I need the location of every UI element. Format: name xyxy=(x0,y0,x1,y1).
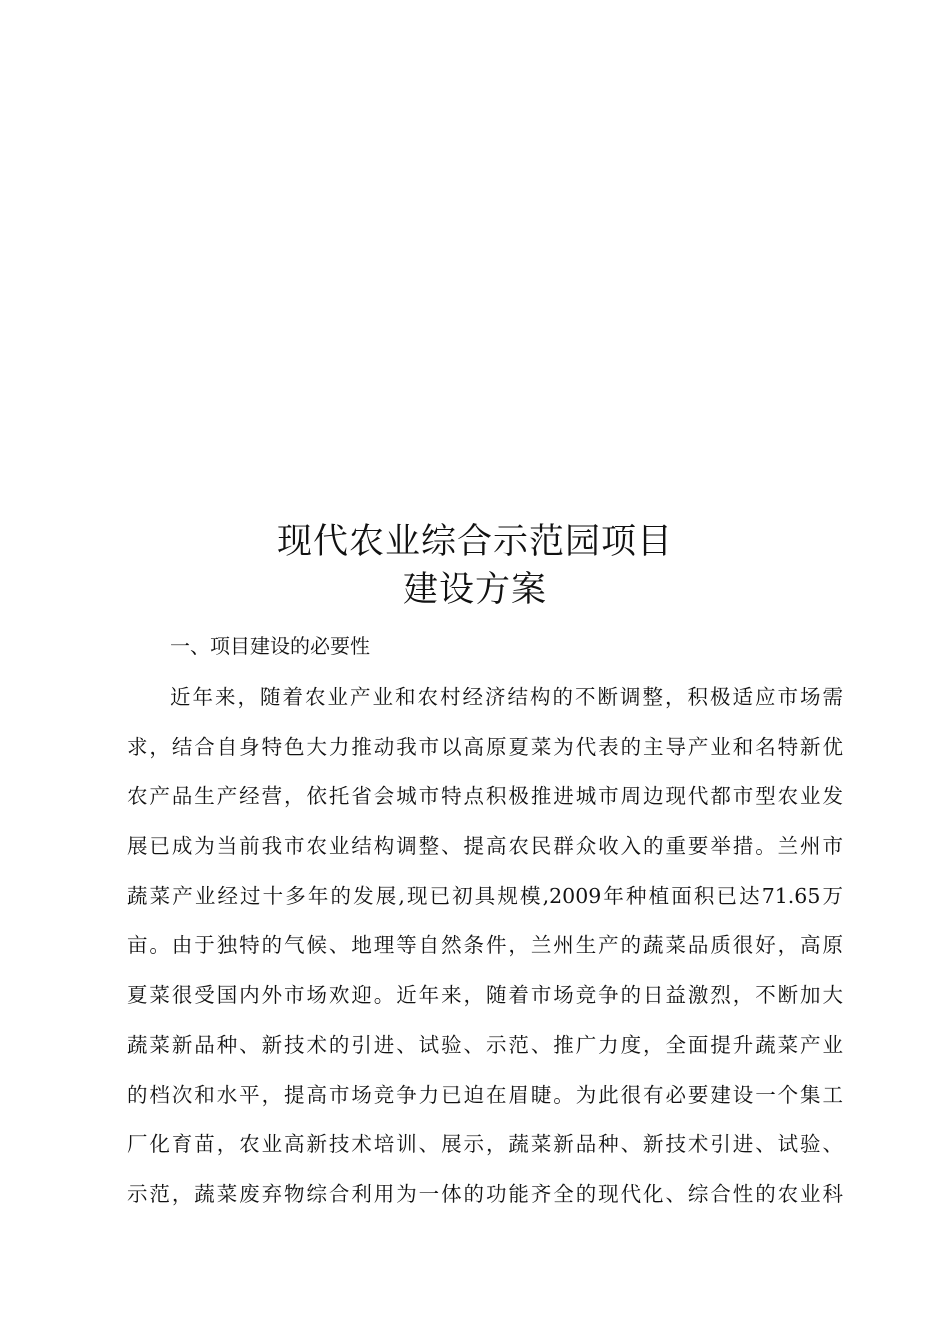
body-line: 近年来，随着农业产业和农村经济结构的不断调整，积极适应市场需 xyxy=(170,685,843,709)
body-line: 展已成为当前我市农业结构调整、提高农民群众收入的重要举措。兰州市 xyxy=(127,834,843,859)
title-line-2: 建设方案 xyxy=(402,570,547,610)
body-line: 求，结合自身特色大力推动我市以高原夏菜为代表的主导产业和名特新优 xyxy=(127,734,843,759)
section-heading: 一、项目建设的必要性 xyxy=(170,634,370,658)
body-line: 厂化育苗，农业高新技术培训、展示，蔬菜新品种、新技术引进、试验、 xyxy=(127,1132,843,1157)
body-line: 农产品生产经营，依托省会城市特点积极推进城市周边现代都市型农业发 xyxy=(127,784,843,809)
body-line: 的档次和水平，提高市场竞争力已迫在眉睫。为此很有必要建设一个集工 xyxy=(127,1082,843,1107)
body-paragraph xyxy=(127,680,843,1227)
body-line: 蔬菜新品种、新技术的引进、试验、示范、推广力度，全面提升蔬菜产业 xyxy=(127,1032,843,1057)
body-line: 示范，蔬菜废弃物综合利用为一体的功能齐全的现代化、综合性的农业科 xyxy=(127,1181,843,1206)
title-line-1: 现代农业综合示范园项目 xyxy=(276,522,673,562)
document-title xyxy=(0,518,950,614)
body-line: 夏菜很受国内外市场欢迎。近年来，随着市场竞争的日益激烈，不断加大 xyxy=(127,983,843,1008)
body-line: 亩。由于独特的气候、地理等自然条件，兰州生产的蔬菜品质很好，高原 xyxy=(127,933,843,958)
body-line: 蔬菜产业经过十多年的发展,现已初具规模,2009年种植面积已达71.65万 xyxy=(127,883,843,908)
